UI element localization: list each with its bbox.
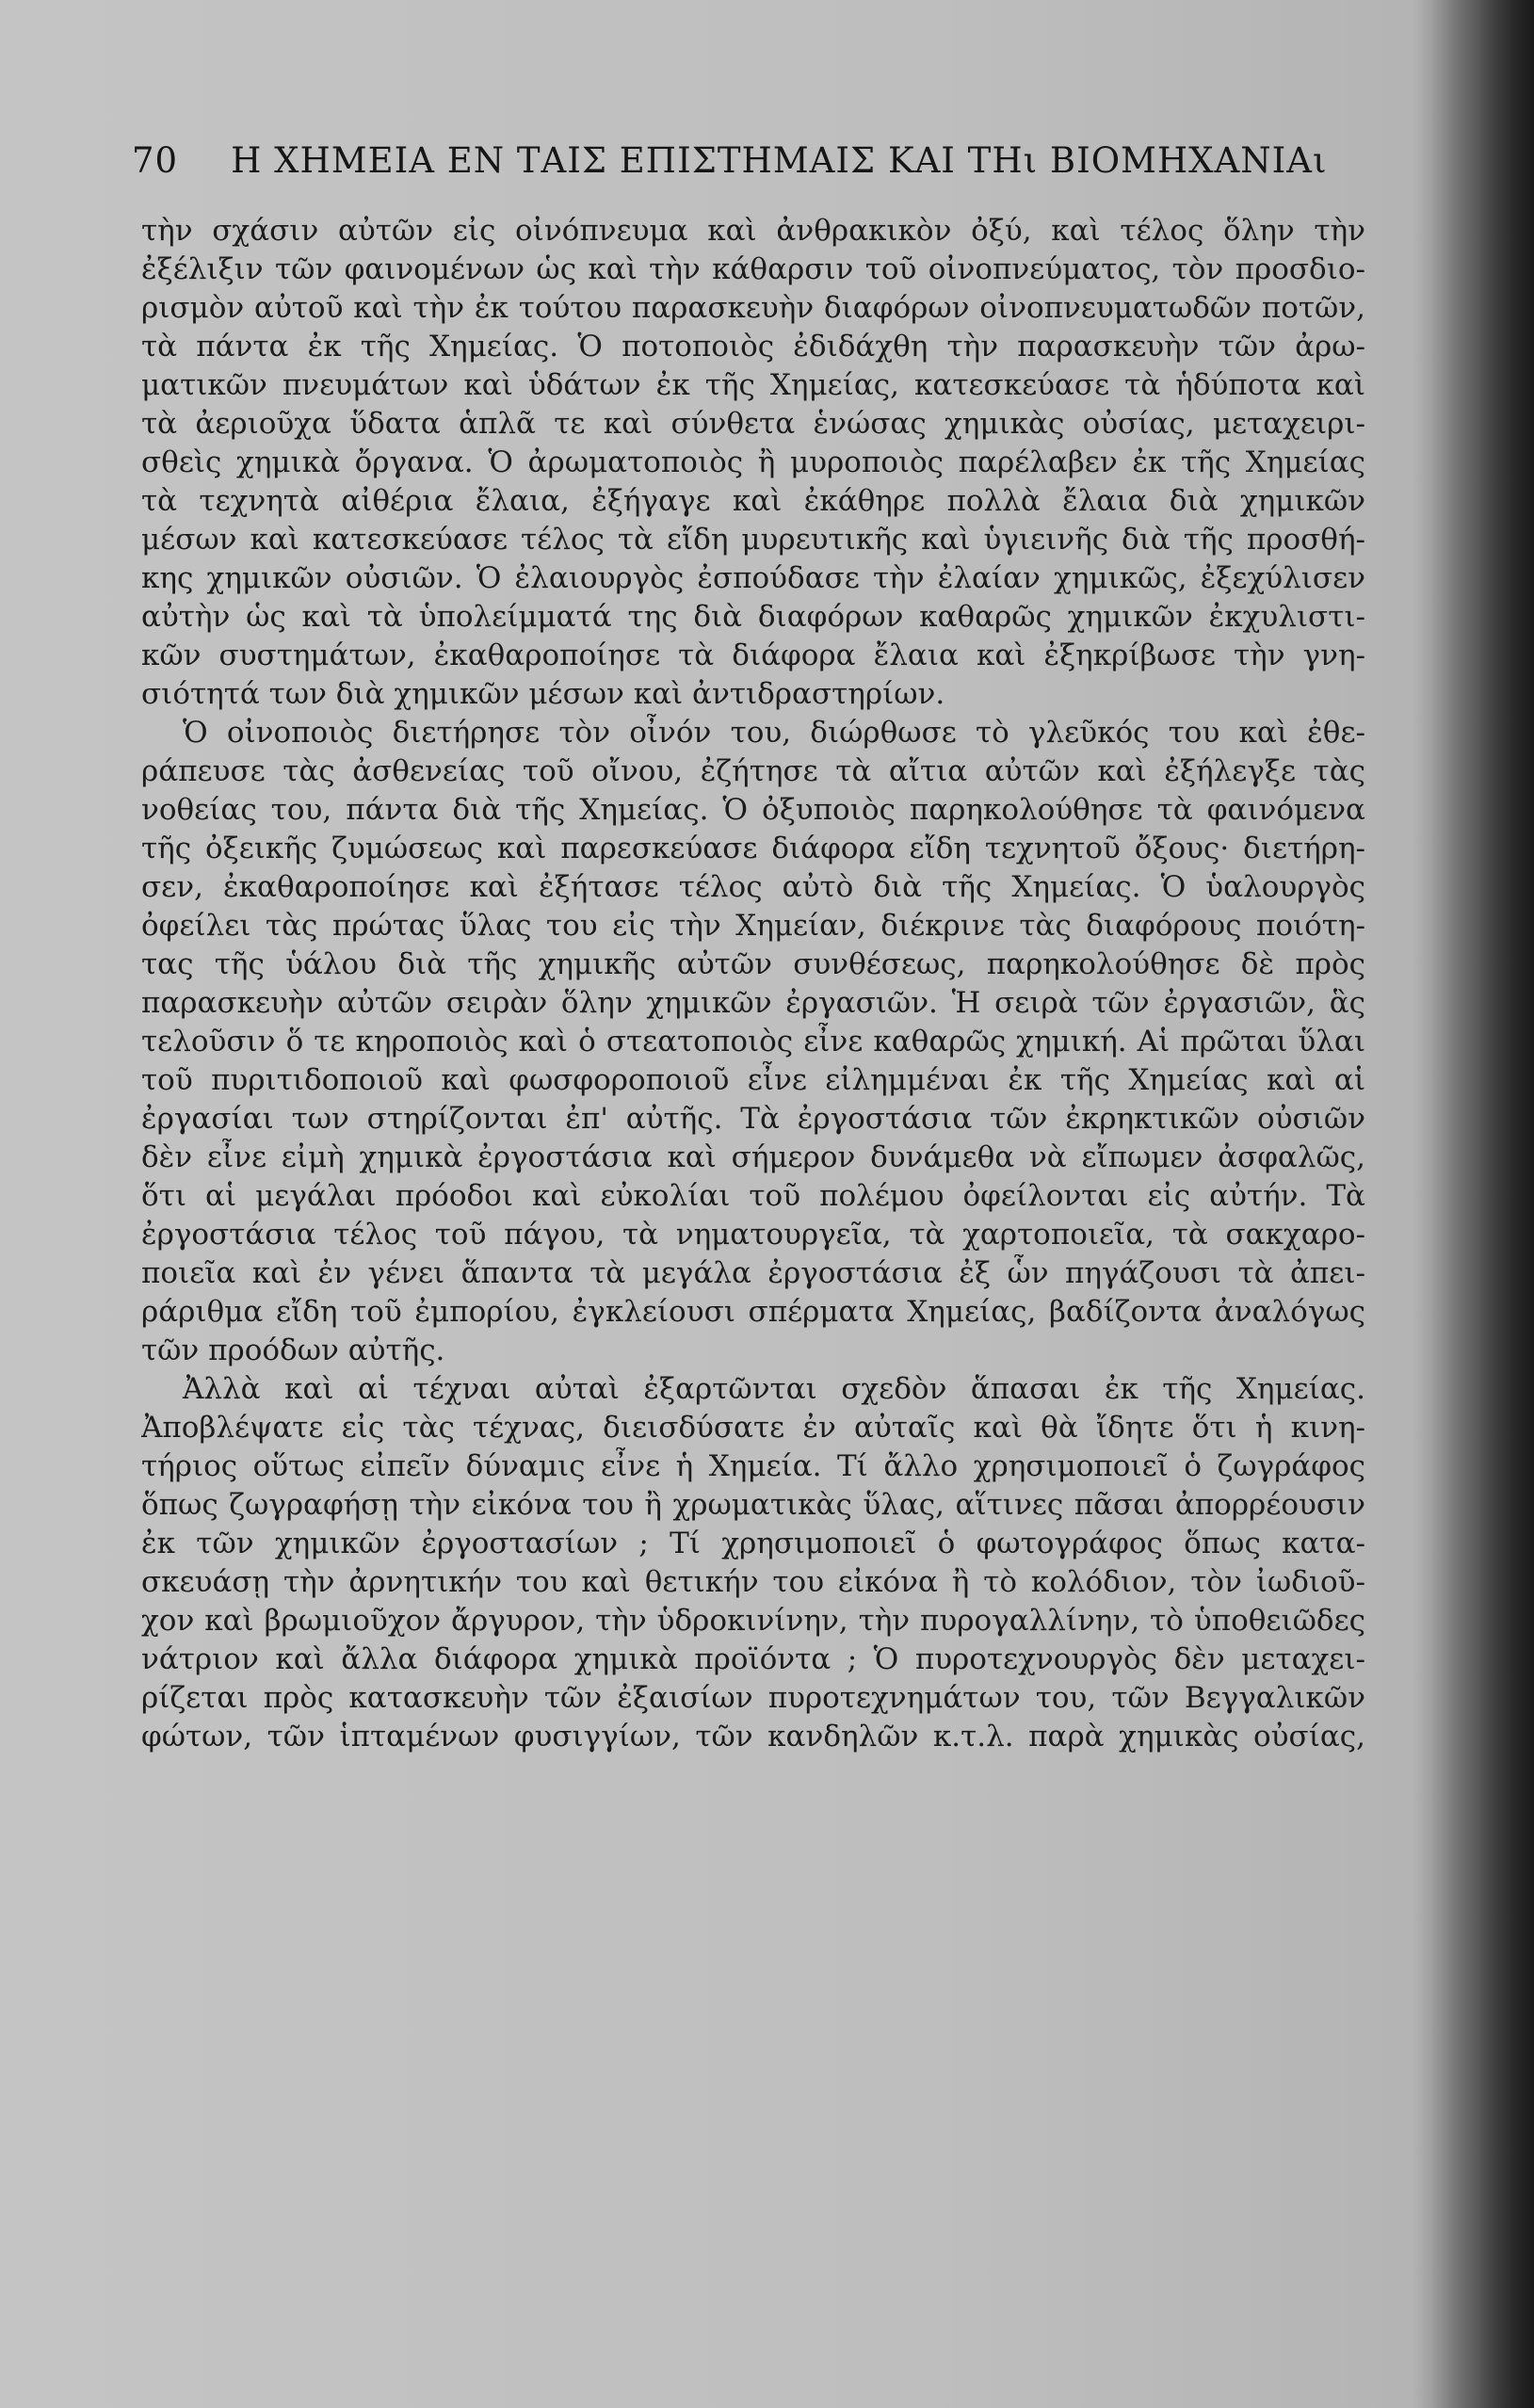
text-line: ἐκ τῶν χημικῶν ἐργοστασίων ; Τί χρησιμοποιεῖ ὁ φωτογράφος ὅπως κατα- (141, 1527, 1365, 1560)
text-line: κῶν συστημάτων, ἐκαθαροποίησε τὰ διάφορα ἔλαια καὶ ἐξηκρίβωσε τὴν γνη- (141, 638, 1365, 672)
text-line: ὅπως ζωγραφήσῃ τὴν εἰκόνα του ἢ χρωματικὰς ὕλας, αἵτινες πᾶσαι ἀπορρέουσιν (141, 1488, 1365, 1522)
text-line: δὲν εἶνε εἰμὴ χημικὰ ἐργοστάσια καὶ σήμερον δυνάμεθα νὰ εἴπωμεν ἀσφαλῶς, (141, 1140, 1365, 1174)
page-number: 70 (132, 139, 179, 181)
text-line: ἐργασίαι των στηρίζονται ἐπ' αὐτῆς. Τὰ ἐργοστάσια τῶν ἐκρηκτικῶν οὐσιῶν (141, 1102, 1365, 1136)
text-line: τήριος οὕτως εἰπεῖν δύναμις εἶνε ἡ Χημεία. Τί ἄλλο χρησιμοποιεῖ ὁ ζωγράφος (141, 1449, 1365, 1483)
text-line: φώτων, τῶν ἱπταμένων φυσιγγίων, τῶν κανδηλῶν κ.τ.λ. παρὰ χημικὰς οὐσίας, (141, 1720, 1365, 1753)
text-line: σεν, ἐκαθαροποίησε καὶ ἐξήτασε τέλος αὐτὸ διὰ τῆς Χημείας. Ὁ ὑαλουργὸς (141, 870, 1365, 904)
text-line: ρίζεται πρὸς κατασκευὴν τῶν ἐξαισίων πυροτεχνημάτων του, τῶν Βεγγαλικῶν (141, 1681, 1365, 1715)
text-line: Ἀλλὰ καὶ αἱ τέχναι αὐταὶ ἐξαρτῶνται σχεδὸν ἅπασαι ἐκ τῆς Χημείας. (183, 1372, 1365, 1406)
text-line: τῆς ὀξεικῆς ζυμώσεως καὶ παρεσκεύασε διάφορα εἴδη τεχνητοῦ ὄξους· διετήρη- (141, 832, 1365, 865)
text-line: σθεὶς χημικὰ ὄργανα. Ὁ ἀρωματοποιὸς ἢ μυροποιὸς παρέλαβεν ἐκ τῆς Χημείας (141, 445, 1365, 479)
text-line: μέσων καὶ κατεσκεύασε τέλος τὰ εἴδη μυρευτικῆς καὶ ὑγιεινῆς διὰ τῆς προσθή- (141, 523, 1365, 557)
text-line: ὅτι αἱ μεγάλαι πρόοδοι καὶ εὐκολίαι τοῦ πολέμου ὀφείλονται εἰς αὐτήν. Τὰ (141, 1179, 1365, 1213)
text-line: τοῦ πυριτιδοποιοῦ καὶ φωσφοροποιοῦ εἶνε εἰλημμέναι ἐκ τῆς Χημείας καὶ αἱ (141, 1063, 1365, 1097)
text-line: τῶν προόδων αὐτῆς. (141, 1333, 445, 1367)
text-line: ἐργοστάσια τέλος τοῦ πάγου, τὰ νηματουργεῖα, τὰ χαρτοποιεῖα, τὰ σακχαρο- (141, 1218, 1365, 1252)
text-line: τὰ ἀεριοῦχα ὕδατα ἁπλᾶ τε καὶ σύνθετα ἑνώσας χημικὰς οὐσίας, μεταχειρι- (141, 407, 1365, 441)
text-line: σιότητά των διὰ χημικῶν μέσων καὶ ἀντιδραστηρίων. (141, 677, 945, 711)
text-line: τελοῦσιν ὅ τε κηροποιὸς καὶ ὁ στεατοποιὸς εἶνε καθαρῶς χημική. Αἱ πρῶται ὕλαι (141, 1025, 1365, 1059)
page-header (132, 132, 1356, 188)
text-line: παρασκευὴν αὐτῶν σειρὰν ὅλην χημικῶν ἐργασιῶν. Ἡ σειρὰ τῶν ἐργασιῶν, ἃς (141, 986, 1365, 1020)
text-line: ράπευσε τὰς ἀσθενείας τοῦ οἴνου, ἐζήτησε τὰ αἴτια αὐτῶν καὶ ἐξήλεγξε τὰς (141, 754, 1365, 788)
text-line: Ὁ οἰνοποιὸς διετήρησε τὸν οἶνόν του, διώρθωσε τὸ γλεῦκός του καὶ ἐθε- (183, 716, 1365, 750)
body-text (141, 212, 1365, 1756)
text-line: Ἀποβλέψατε εἰς τὰς τέχνας, διεισδύσατε ἐν αὐταῖς καὶ θὰ ἴδητε ὅτι ἡ κινη- (141, 1411, 1365, 1445)
text-line: νάτριον καὶ ἄλλα διάφορα χημικὰ προϊόντα ; Ὁ πυροτεχνουργὸς δὲν μεταχει- (141, 1642, 1365, 1676)
text-line: ὀφείλει τὰς πρώτας ὕλας του εἰς τὴν Χημείαν, διέκρινε τὰς διαφόρους ποιότη- (141, 909, 1365, 943)
text-line: ματικῶν πνευμάτων καὶ ὑδάτων ἐκ τῆς Χημείας, κατεσκεύασε τὰ ἡδύποτα καὶ (141, 368, 1365, 402)
page-edge-shadow (1430, 0, 1534, 2408)
text-line: αὐτὴν ὡς καὶ τὰ ὑπολείμματά της διὰ διαφόρων καθαρῶς χημικῶν ἐκχυλιστι- (141, 600, 1365, 634)
text-line: τὰ πάντα ἐκ τῆς Χημείας. Ὁ ποτοποιὸς ἐδιδάχθη τὴν παρασκευὴν τῶν ἀρω- (141, 330, 1365, 364)
text-line: νοθείας του, πάντα διὰ τῆς Χημείας. Ὁ ὀξυποιὸς παρηκολούθησε τὰ φαινόμενα (141, 793, 1365, 827)
text-line: ράριθμα εἴδη τοῦ ἐμπορίου, ἐγκλείουσι σπέρματα Χημείας, βαδίζοντα ἀναλόγως (141, 1295, 1365, 1329)
text-line: ρισμὸν αὐτοῦ καὶ τὴν ἐκ τούτου παρασκευὴν διαφόρων οἰνοπνευματωδῶν ποτῶν, (141, 291, 1365, 325)
running-title: Η ΧΗΜΕΙΑ ΕΝ ΤΑΙΣ ΕΠΙΣΤΗΜΑΙΣ ΚΑΙ ΤΗι ΒΙΟΜΗΧΑΝΙΑι (231, 139, 1328, 181)
text-line: κης χημικῶν οὐσιῶν. Ὁ ἐλαιουργὸς ἐσπούδασε τὴν ἐλαίαν χημικῶς, ἐξεχύλισεν (141, 561, 1365, 595)
text-line: τας τῆς ὑάλου διὰ τῆς χημικῆς αὐτῶν συνθέσεως, παρηκολούθησε δὲ πρὸς (141, 947, 1365, 981)
text-line: τὴν σχάσιν αὐτῶν εἰς οἰνόπνευμα καὶ ἀνθρακικὸν ὀξύ, καὶ τέλος ὅλην τὴν (141, 214, 1365, 248)
text-line: τὰ τεχνητὰ αἰθέρια ἔλαια, ἐξήγαγε καὶ ἐκάθηρε πολλὰ ἔλαια διὰ χημικῶν (141, 484, 1365, 518)
text-line: ἐξέλιξιν τῶν φαινομένων ὡς καὶ τὴν κάθαρσιν τοῦ οἰνοπνεύματος, τὸν προσδιο- (141, 252, 1365, 286)
text-line: ποιεῖα καὶ ἐν γένει ἅπαντα τὰ μεγάλα ἐργοστάσια ἐξ ὧν πηγάζουσι τὰ ἀπει- (141, 1256, 1365, 1290)
text-line: σκευάσῃ τὴν ἀρνητικήν του καὶ θετικήν του εἰκόνα ἢ τὸ κολόδιον, τὸν ἰωδιοῦ- (141, 1565, 1365, 1599)
text-line: χον καὶ βρωμιοῦχον ἄργυρον, τὴν ὑδροκινίνην, τὴν πυρογαλλίνην, τὸ ὑποθειῶδες (141, 1604, 1365, 1638)
